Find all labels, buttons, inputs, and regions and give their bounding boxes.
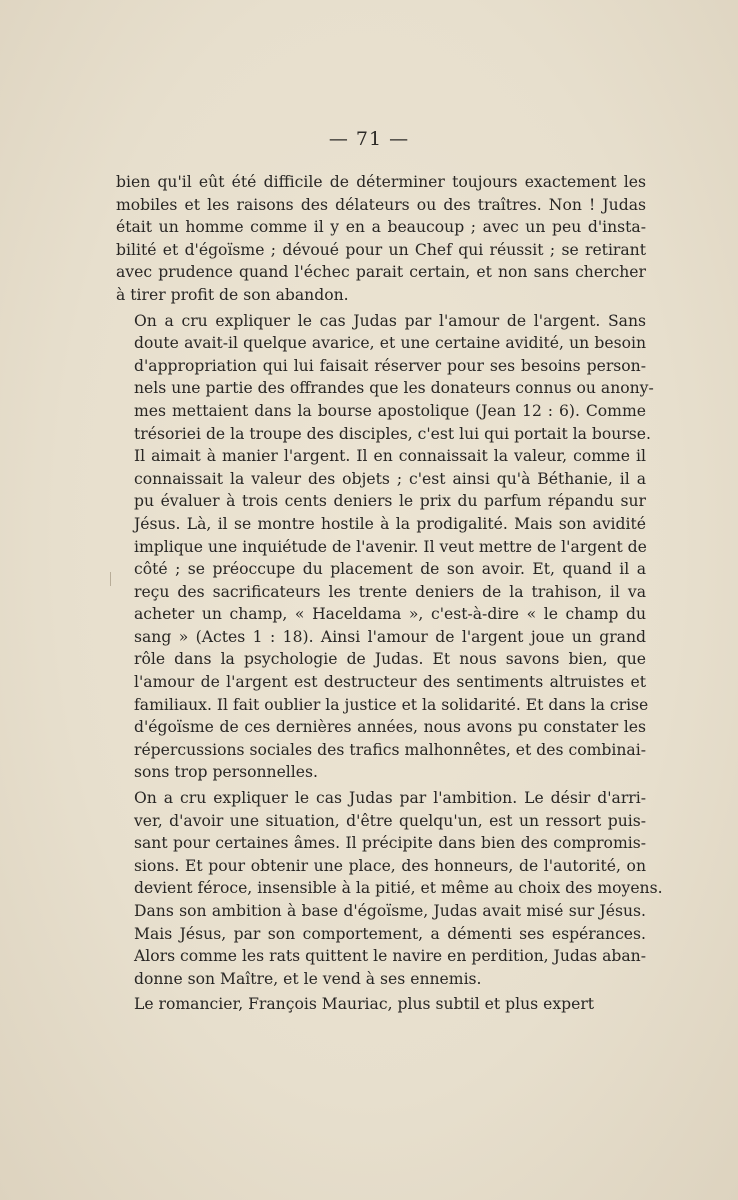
margin-mark: [110, 572, 111, 586]
text-line: l'amour de l'argent est destructeur des sentiments altruistes et: [134, 673, 646, 692]
text-line: d'appropriation qui lui faisait réserver pour ses besoins person-: [134, 356, 646, 375]
text-line: bien qu'il eût été difficile de déterminer toujours exactement les: [116, 173, 646, 191]
paragraph: [116, 787, 663, 990]
text-line: implique une inquiétude de l'avenir. Il veut mettre de l'argent de: [134, 537, 647, 556]
body-text: [116, 171, 663, 1016]
text-line: Alors comme les rats quittent le navire en perdition, Judas aban-: [134, 947, 646, 966]
text-line: trésoriei de la troupe des disciples, c'est lui qui portait la bourse.: [134, 424, 651, 443]
text-line: mes mettaient dans la bourse apostolique (Jean 12 : 6). Comme: [134, 401, 646, 420]
text-line: pu évaluer à trois cents deniers le prix du parfum répandu sur: [134, 492, 646, 511]
text-line: On a cru expliquer le cas Judas par l'ambition. Le désir d'arri-: [134, 789, 646, 808]
text-line: devient féroce, insensible à la pitié, et même au choix des moyens.: [134, 879, 663, 898]
text-line: sang » (Actes 1 : 18). Ainsi l'amour de l'argent joue un grand: [134, 627, 646, 646]
text-line: d'égoïsme de ces dernières années, nous avons pu constater les: [134, 718, 646, 737]
paragraph: [116, 171, 646, 307]
text-line: Le romancier, François Mauriac, plus subtil et plus expert: [134, 995, 595, 1014]
text-line: donne son Maître, et le vend à ses ennemis.: [134, 969, 482, 988]
text-line: à tirer profit de son abandon.: [116, 285, 349, 304]
text-line: rôle dans la psychologie de Judas. Et nous savons bien, que: [134, 650, 646, 669]
text-line: Dans son ambition à base d'égoïsme, Judas avait misé sur Jésus.: [134, 902, 646, 920]
page-number: — 71 —: [328, 128, 410, 150]
text-line: sons trop personnelles.: [134, 763, 318, 782]
text-line: Mais Jésus, par son comportement, a démenti ses espérances.: [134, 924, 646, 943]
paragraph: [116, 310, 654, 784]
text-line: sant pour certaines âmes. Il précipite dans bien des compromis-: [134, 834, 646, 853]
text-line: doute avait-il quelque avarice, et une certaine avidité, un besoin: [134, 334, 646, 353]
paragraph: [116, 993, 646, 1016]
text-line: répercussions sociales des trafics malhonnêtes, et des combinai-: [134, 740, 646, 759]
text-line: Jésus. Là, il se montre hostile à la prodigalité. Mais son avidité: [134, 514, 646, 533]
text-line: acheter un champ, « Haceldama », c'est-à-dire « le champ du: [134, 605, 646, 624]
text-line: sions. Et pour obtenir une place, des honneurs, de l'autorité, on: [134, 856, 646, 875]
text-line: familiaux. Il fait oublier la justice et la solidarité. Et dans la crise: [134, 695, 649, 714]
text-line: mobiles et les raisons des délateurs ou des traîtres. Non ! Judas: [116, 195, 646, 214]
text-line: Il aimait à manier l'argent. Il en connaissait la valeur, comme il: [134, 447, 646, 466]
text-line: connaissait la valeur des objets ; c'est ainsi qu'à Béthanie, il a: [134, 469, 646, 488]
text-line: nels une partie des offrandes que les donateurs connus ou anony-: [134, 379, 654, 398]
text-line: reçu des sacrificateurs les trente deniers de la trahison, il va: [134, 582, 646, 601]
text-line: bilité et d'égoïsme ; dévoué pour un Chef qui réussit ; se retirant: [116, 240, 646, 259]
text-line: ver, d'avoir une situation, d'être quelqu'un, est un ressort puis-: [134, 811, 646, 830]
text-line: On a cru expliquer le cas Judas par l'amour de l'argent. Sans: [134, 311, 646, 330]
text-line: avec prudence quand l'échec parait certain, et non sans chercher: [116, 263, 646, 282]
text-line: était un homme comme il y en a beaucoup ; avec un peu d'insta-: [116, 218, 646, 237]
text-line: côté ; se préoccupe du placement de son avoir. Et, quand il a: [134, 560, 646, 579]
